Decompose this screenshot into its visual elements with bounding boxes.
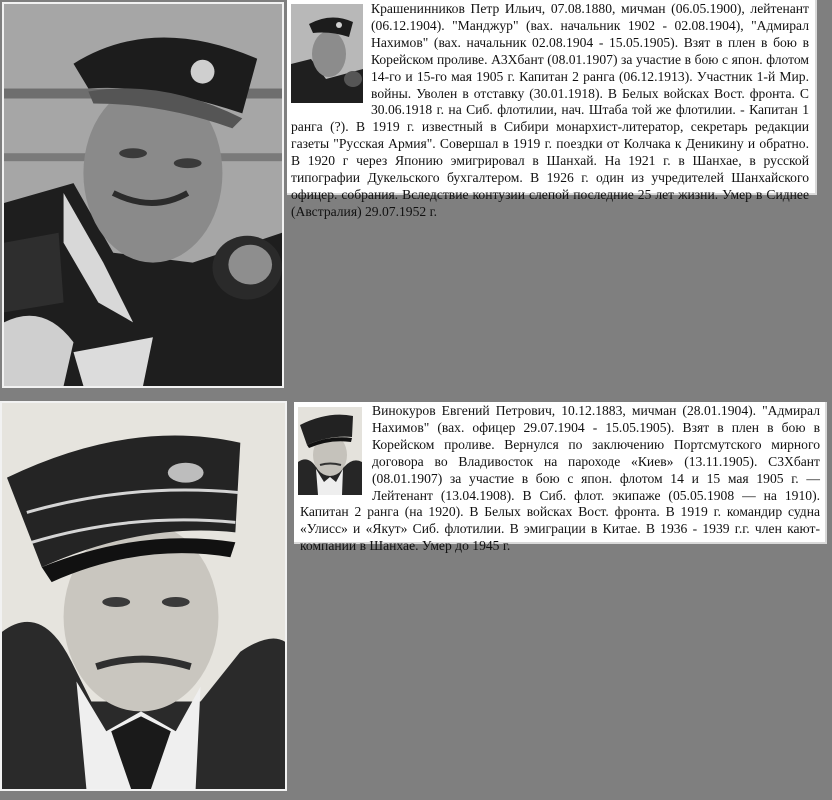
thumbnail-image	[298, 407, 362, 495]
biography-text-box	[287, 0, 817, 219]
biography-paragraph	[291, 1, 809, 221]
biography-text-box	[294, 402, 827, 554]
portrait-photo-vinokurov	[0, 401, 287, 791]
thumbnail-image	[291, 4, 363, 103]
biography-paragraph	[300, 403, 820, 555]
portrait-image	[4, 4, 282, 386]
thumbnail-portrait-vinokurov	[298, 407, 362, 495]
biography-text-krasheninnikov: Крашенинников Петр Ильич, 07.08.1880, мичман (06.05.1900), лейтенант (06.12.1904). "Манджур" (вах. начальник 1902 - 02.08.1904), "Адмирал Нахимов" (вах. начальник 02.08.1904 - 15.05.1905). Взят в плен в бою в Корейском проливе. А3Хбант (08.01.1907) за участие в бою с япон. флотом 14-го и 15-го мая 1905 г. Капитан 2 ранга (06.12.1913). Участник 1-й Мир. войны. Уволен в отставку (30.01.1918). В Белых войсках Вост. фронта. С 30.06.1918 г. на Сиб. флотилии, нач. Штаба той же флотилии. - Капитан 1 ранга (?). В 1919 г. известный в Сибири монархист-литератор, секретарь редакции газеты "Русская Армия". Совершал в 1919 г. поездки от Колчака к Деникину и обратно. В 1920 г через Японию эмигрировал в Шанхай. На 1921 г. в Шанхае, в русской типографии Дукельского бухгалтером. В 1926 г. один из учредителей Шанхайского офицер. собрания. Вследствие контузии слепой последние 25 лет жизни. Умер в Сиднее (Австралия) 29.07.1952 г.	[291, 1, 809, 219]
portrait-photo-krasheninnikov	[2, 2, 284, 388]
biography-text-vinokurov: Винокуров Евгений Петрович, 10.12.1883, мичман (28.01.1904). "Адмирал Нахимов" (вах. офицер 29.07.1904 - 15.05.1905). Взят в плен в бою в Корейском проливе. Вернулся по заключению Портсмутского мирного договора во Владивосток на пароходе «Киев» (13.11.1905). С3Хбант (08.01.1907) за участие в бою с япон. флотом 14 и 15 мая 1905 г. — Лейтенант (13.04.1908). В Сиб. флот. экипаже (05.05.1908 — на 1910). Капитан 2 ранга (на 1920). В Белых войсках Вост. фронта. В 1919 г. командир судна «Улисс» и «Якут» Сиб. флотилии. В эмиграции в Китае. В 1936 - 1939 г.г. член кают-компании в Шанхае. Умер до 1945 г.	[300, 403, 820, 554]
thumbnail-portrait-krasheninnikov	[291, 4, 363, 103]
portrait-image	[2, 403, 285, 789]
